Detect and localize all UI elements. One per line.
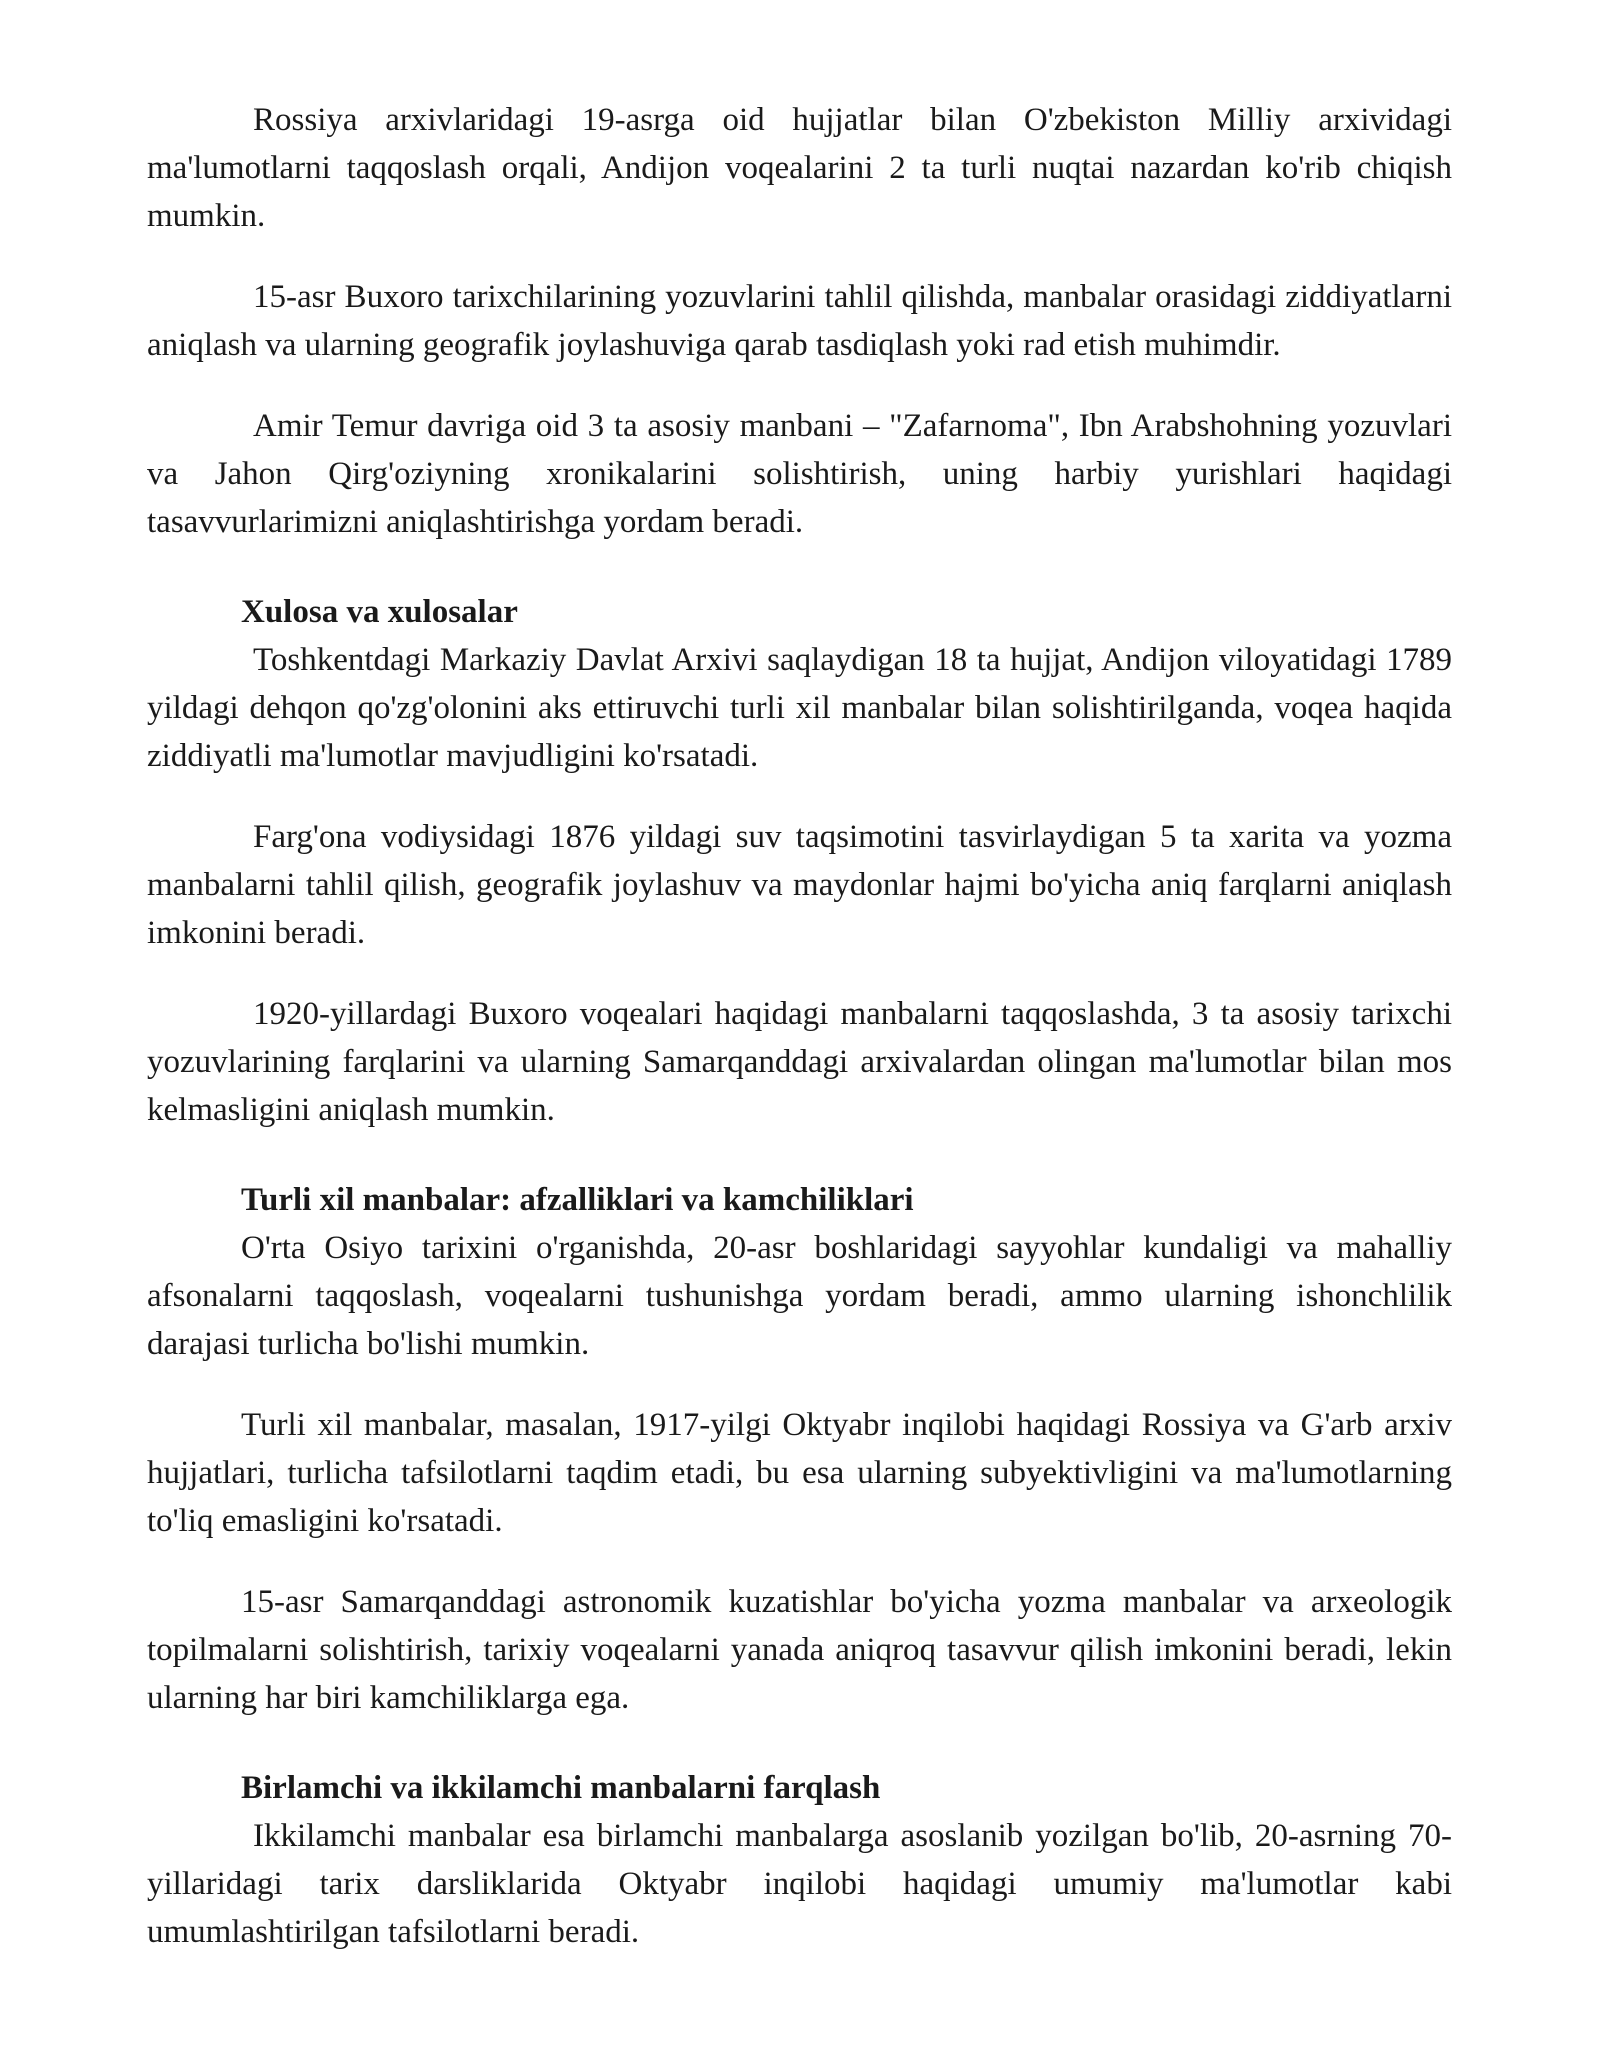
intro-paragraph-2: 15-asr Buxoro tarixchilarining yozuvlarini tahlil qilishda, manbalar orasidagi ziddiyatlarni aniqlash va ularning geografik joylashuviga qarab tasdiqlash yoki rad etish muhimdir. [147,279,1452,363]
conclusions-paragraph-1: Toshkentdagi Markaziy Davlat Arxivi saqlaydigan 18 ta hujjat, Andijon viloyatidagi 1789 yildagi dehqon qo'zg'olonini aks ettiruvchi turli xil manbalar bilan solishtirilganda, voqea haqida ziddiyatli ma'lumotlar mavjudligini ko'rsatadi. [147,642,1452,774]
intro-paragraph-1: Rossiya arxivlaridagi 19-asrga oid hujjatlar bilan O'zbekiston Milliy arxividagi ma'lumotlarni taqqoslash orqali, Andijon voqealarini 2 ta turli nuqtai nazardan ko'rib chiqish mumkin. [147,102,1452,234]
conclusions-paragraph-3: 1920-yillardagi Buxoro voqealari haqidagi manbalarni taqqoslashda, 3 ta asosiy tarixchi yozuvlarining farqlarini va ularning Samarqanddagi arxivalardan olingan ma'lumotlar bilan mos kelmasligini aniqlash mumkin. [147,996,1452,1128]
section-heading-sources: Turli xil manbalar: afzalliklari va kamchiliklari [241,1182,914,1218]
section-heading-primary-secondary: Birlamchi va ikkilamchi manbalarni farqlash [241,1770,881,1806]
sources-paragraph-2: Turli xil manbalar, masalan, 1917-yilgi Oktyabr inqilobi haqidagi Rossiya va G'arb arxiv hujjatlari, turlicha tafsilotlarni taqdim etadi, bu esa ularning subyektivligini va ma'lumotlarning to'liq emasligini ko'rsatadi. [147,1407,1452,1539]
conclusions-paragraph-2: Farg'ona vodiysidagi 1876 yildagi suv taqsimotini tasvirlaydigan 5 ta xarita va yozma manbalarni tahlil qilish, geografik joylashuv va maydonlar hajmi bo'yicha aniq farqlarni aniqlash imkonini beradi. [147,819,1452,951]
section-heading-conclusions: Xulosa va xulosalar [241,594,518,630]
sources-paragraph-3: 15-asr Samarqanddagi astronomik kuzatishlar bo'yicha yozma manbalar va arxeologik topilmalarni solishtirish, tarixiy voqealarni yanada aniqroq tasavvur qilish imkonini beradi, lekin ularning har biri kamchiliklarga ega. [147,1584,1452,1716]
sources-paragraph-1: O'rta Osiyo tarixini o'rganishda, 20-asr boshlaridagi sayyohlar kundaligi va mahalliy afsonalarni taqqoslash, voqealarni tushunishga yordam beradi, ammo ularning ishonchlilik darajasi turlicha bo'lishi mumkin. [147,1230,1452,1362]
primary-secondary-paragraph-1: Ikkilamchi manbalar esa birlamchi manbalarga asoslanib yozilgan bo'lib, 20-asrning 70-yillaridagi tarix darsliklarida Oktyabr inqilobi haqidagi umumiy ma'lumotlar kabi umumlashtirilgan tafsilotlarni beradi. [147,1818,1452,1950]
document-body [147,96,1452,1989]
intro-paragraph-3: Amir Temur davriga oid 3 ta asosiy manbani – "Zafarnoma", Ibn Arabshohning yozuvlari va Jahon Qirg'oziyning xronikalarini solishtirish, uning harbiy yurishlari haqidagi tasavvurlarimizni aniqlashtirishga yordam beradi. [147,408,1452,540]
